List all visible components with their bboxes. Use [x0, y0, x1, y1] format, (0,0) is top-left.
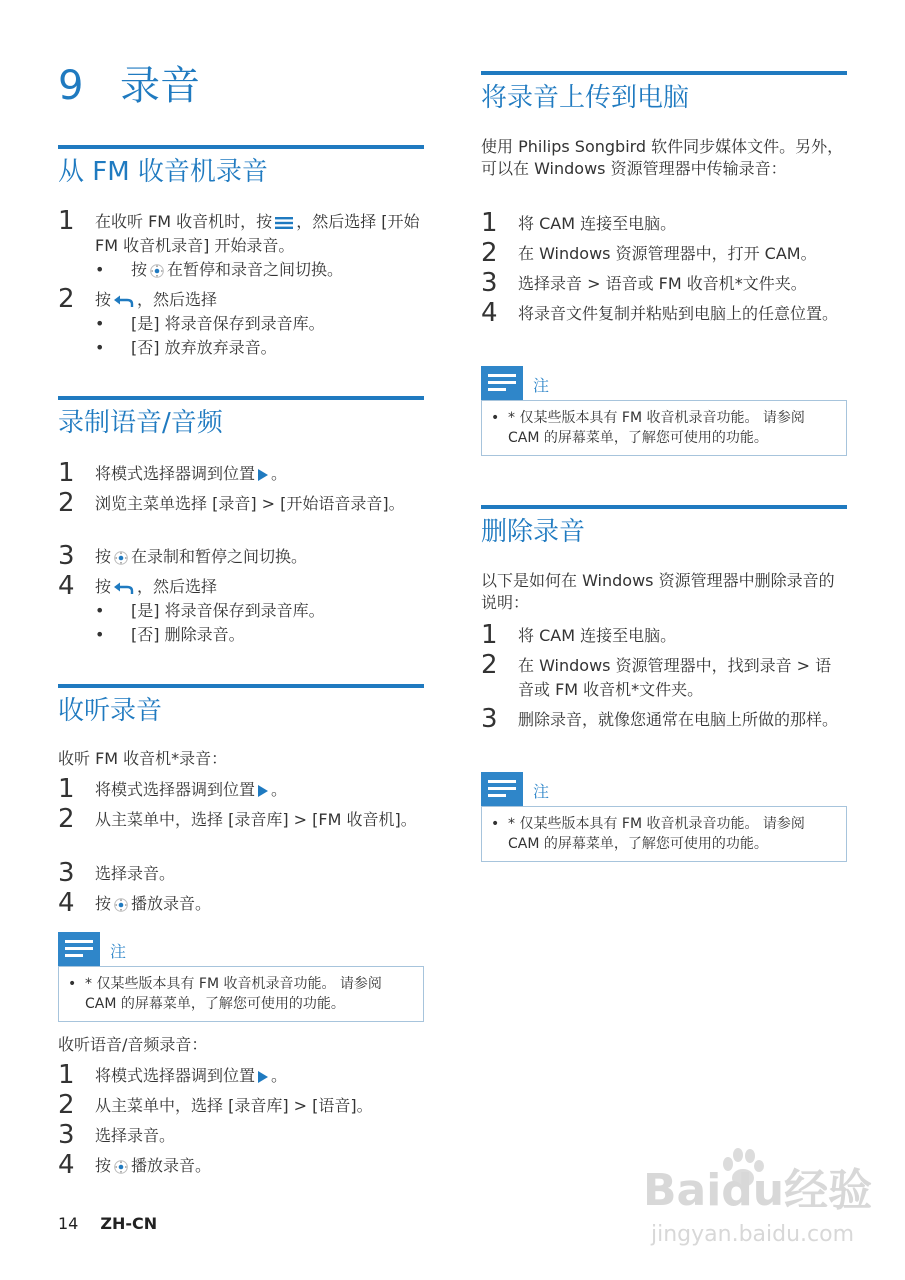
note-icon	[481, 772, 523, 806]
voice-record-step-1	[58, 458, 424, 488]
section-title: 将录音上传到电脑	[481, 83, 690, 113]
step-text: 将模式选择器调到位置	[95, 780, 256, 799]
delete-step-2	[481, 650, 847, 702]
page-footer	[58, 1214, 157, 1233]
listen-voice-step-3	[58, 1120, 424, 1150]
play-triangle-icon	[258, 469, 268, 481]
voice-record-step-4-sub-2	[95, 623, 424, 647]
section-rule	[58, 145, 424, 149]
bullet: •	[95, 601, 105, 620]
section-rule	[58, 684, 424, 688]
step-number: 3	[481, 268, 498, 298]
step-number: 1	[58, 206, 75, 236]
step-number: 2	[481, 650, 498, 680]
sub-text: [是] 将录音保存到录音库。	[131, 314, 325, 333]
baidu-watermark	[643, 1148, 873, 1258]
step-text: 从主菜单中，选择 [录音库] > [语音]。	[95, 1096, 373, 1115]
chapter-number: 9	[58, 63, 84, 109]
note-box	[481, 806, 847, 862]
section-fm-record-heading	[58, 145, 424, 189]
step-text: 选择录音。	[95, 864, 176, 883]
fm-record-step-1-sub	[95, 258, 424, 282]
step-number: 3	[481, 704, 498, 734]
note-label: 注	[533, 376, 550, 395]
section-title: 从 FM 收音机录音	[58, 157, 268, 187]
step-text: 将 CAM 连接至电脑。	[518, 214, 677, 233]
listen-fm-step-4	[58, 888, 424, 918]
page-number: 14	[58, 1214, 79, 1233]
note-icon	[58, 932, 100, 966]
sub-text: [否] 放弃放弃录音。	[131, 338, 277, 357]
language-code: ZH-CN	[100, 1214, 158, 1233]
step-text: 按	[95, 1156, 112, 1175]
listen-voice-step-4	[58, 1150, 424, 1180]
step-text: 按	[95, 290, 112, 309]
note-icon	[481, 366, 523, 400]
sub-text: [是] 将录音保存到录音库。	[131, 601, 325, 620]
play-triangle-icon	[258, 1071, 268, 1083]
voice-record-step-3	[58, 541, 424, 571]
sub-text: 按	[131, 260, 148, 279]
section-upload-heading	[481, 71, 847, 115]
step-number: 3	[58, 541, 75, 571]
play-pause-button-icon	[150, 264, 164, 278]
step-number: 2	[58, 284, 75, 314]
chapter-title	[58, 62, 200, 110]
note-text: * 仅某些版本具有 FM 收音机录音功能。 请参阅 CAM 的屏幕菜单，了解您可使用的功能。	[508, 410, 805, 446]
bullet: •	[95, 625, 105, 644]
section-title: 录制语音/音频	[58, 408, 223, 438]
step-number: 2	[58, 804, 75, 834]
step-number: 1	[58, 774, 75, 804]
section-title: 删除录音	[481, 517, 586, 547]
step-text-cont: ，然后选择 [开始 FM 收音机录音] 开始录音。	[95, 212, 420, 255]
fm-record-step-2-sub-1	[95, 312, 424, 336]
upload-intro: 使用 Philips Songbird 软件同步媒体文件。另外，可以在 Windows 资源管理器中传输录音：	[481, 137, 844, 178]
listen-fm-step-1	[58, 774, 424, 804]
listen-fm-step-3	[58, 858, 424, 888]
listen-note	[58, 932, 424, 1022]
sub-text: [否] 删除录音。	[131, 625, 245, 644]
watermark-url: jingyan.baidu.com	[651, 1222, 855, 1247]
play-pause-button-icon	[114, 898, 128, 912]
delete-note	[481, 772, 847, 862]
sub-text-cont: 在暂停和录音之间切换。	[167, 260, 344, 279]
fm-record-step-1	[58, 206, 424, 258]
step-text-cont: 播放录音。	[131, 894, 212, 913]
upload-step-4	[481, 298, 847, 328]
chapter-name: 录音	[120, 63, 200, 109]
step-number: 3	[58, 858, 75, 888]
step-number: 3	[58, 1120, 75, 1150]
bullet: •	[95, 338, 105, 357]
step-number: 2	[481, 238, 498, 268]
step-text: 将 CAM 连接至电脑。	[518, 626, 677, 645]
section-voice-record-heading	[58, 396, 424, 440]
upload-note	[481, 366, 847, 456]
step-number: 4	[58, 888, 75, 918]
fm-record-step-2	[58, 284, 424, 314]
back-arrow-icon	[114, 294, 134, 308]
listen-fm-intro: 收听 FM 收音机*录音：	[58, 749, 228, 768]
section-delete-heading	[481, 505, 847, 549]
listen-voice-step-2	[58, 1090, 424, 1120]
step-text: 选择录音 > 语音或 FM 收音机*文件夹。	[518, 274, 807, 293]
section-listen-heading	[58, 684, 424, 728]
note-label: 注	[110, 942, 127, 961]
step-number: 4	[58, 571, 75, 601]
step-number: 1	[481, 620, 498, 650]
play-pause-button-icon	[114, 551, 128, 565]
note-box	[481, 400, 847, 456]
step-text: 选择录音。	[95, 1126, 176, 1145]
note-box	[58, 966, 424, 1022]
bullet: •	[95, 260, 105, 279]
step-text: 删除录音，就像您通常在电脑上所做的那样。	[518, 710, 839, 729]
step-text: 按	[95, 547, 112, 566]
step-number: 4	[481, 298, 498, 328]
bullet: •	[491, 410, 500, 426]
step-text: 浏览主菜单选择 [录音] > [开始语音录音]。	[95, 494, 405, 513]
voice-record-step-4-sub-1	[95, 599, 424, 623]
step-number: 2	[58, 1090, 75, 1120]
step-text: 将录音文件复制并粘贴到电脑上的任意位置。	[518, 304, 839, 323]
section-title: 收听录音	[58, 696, 163, 726]
step-text-cont: 。	[271, 1066, 288, 1085]
step-text: 按	[95, 894, 112, 913]
note-label: 注	[533, 782, 550, 801]
section-rule	[481, 505, 847, 509]
step-text-cont: 在录制和暂停之间切换。	[131, 547, 308, 566]
step-text-cont: ，然后选择	[137, 290, 218, 309]
fm-record-step-2-sub-2	[95, 336, 424, 360]
section-rule	[58, 396, 424, 400]
listen-voice-step-1	[58, 1060, 424, 1090]
step-text-cont: ，然后选择	[137, 577, 218, 596]
step-number: 1	[481, 208, 498, 238]
step-text-cont: 。	[271, 780, 288, 799]
step-text: 在收听 FM 收音机时，按	[95, 212, 273, 231]
bullet: •	[95, 314, 105, 333]
step-number: 1	[58, 458, 75, 488]
step-text: 按	[95, 577, 112, 596]
step-number: 4	[58, 1150, 75, 1180]
step-number: 2	[58, 488, 75, 518]
voice-record-step-2	[58, 488, 424, 518]
watermark-brand: Baidu经验	[643, 1165, 873, 1216]
step-text: 从主菜单中，选择 [录音库] > [FM 收音机]。	[95, 810, 417, 829]
step-text: 将模式选择器调到位置	[95, 464, 256, 483]
listen-voice-intro: 收听语音/音频录音：	[58, 1035, 208, 1054]
play-pause-button-icon	[114, 1160, 128, 1174]
step-text-cont: 。	[271, 464, 288, 483]
note-text: * 仅某些版本具有 FM 收音机录音功能。 请参阅 CAM 的屏幕菜单，了解您可使用的功能。	[508, 816, 805, 852]
step-text: 在 Windows 资源管理器中，打开 CAM。	[518, 244, 817, 263]
bullet: •	[491, 816, 500, 832]
bullet: •	[68, 976, 77, 992]
delete-step-3	[481, 704, 847, 734]
upload-step-1	[481, 208, 847, 238]
voice-record-step-4	[58, 571, 424, 601]
note-text: * 仅某些版本具有 FM 收音机录音功能。 请参阅 CAM 的屏幕菜单，了解您可使用的功能。	[85, 976, 382, 1012]
delete-step-1	[481, 620, 847, 650]
step-text-cont: 播放录音。	[131, 1156, 212, 1175]
step-number: 1	[58, 1060, 75, 1090]
step-text: 在 Windows 资源管理器中，找到录音 > 语音或 FM 收音机*文件夹。	[518, 656, 832, 699]
upload-step-3	[481, 268, 847, 298]
delete-intro: 以下是如何在 Windows 资源管理器中删除录音的说明：	[481, 571, 835, 612]
section-rule	[481, 71, 847, 75]
step-text: 将模式选择器调到位置	[95, 1066, 256, 1085]
upload-step-2	[481, 238, 847, 268]
back-arrow-icon	[114, 581, 134, 595]
play-triangle-icon	[258, 785, 268, 797]
listen-fm-step-2	[58, 804, 424, 834]
menu-icon	[275, 216, 293, 230]
